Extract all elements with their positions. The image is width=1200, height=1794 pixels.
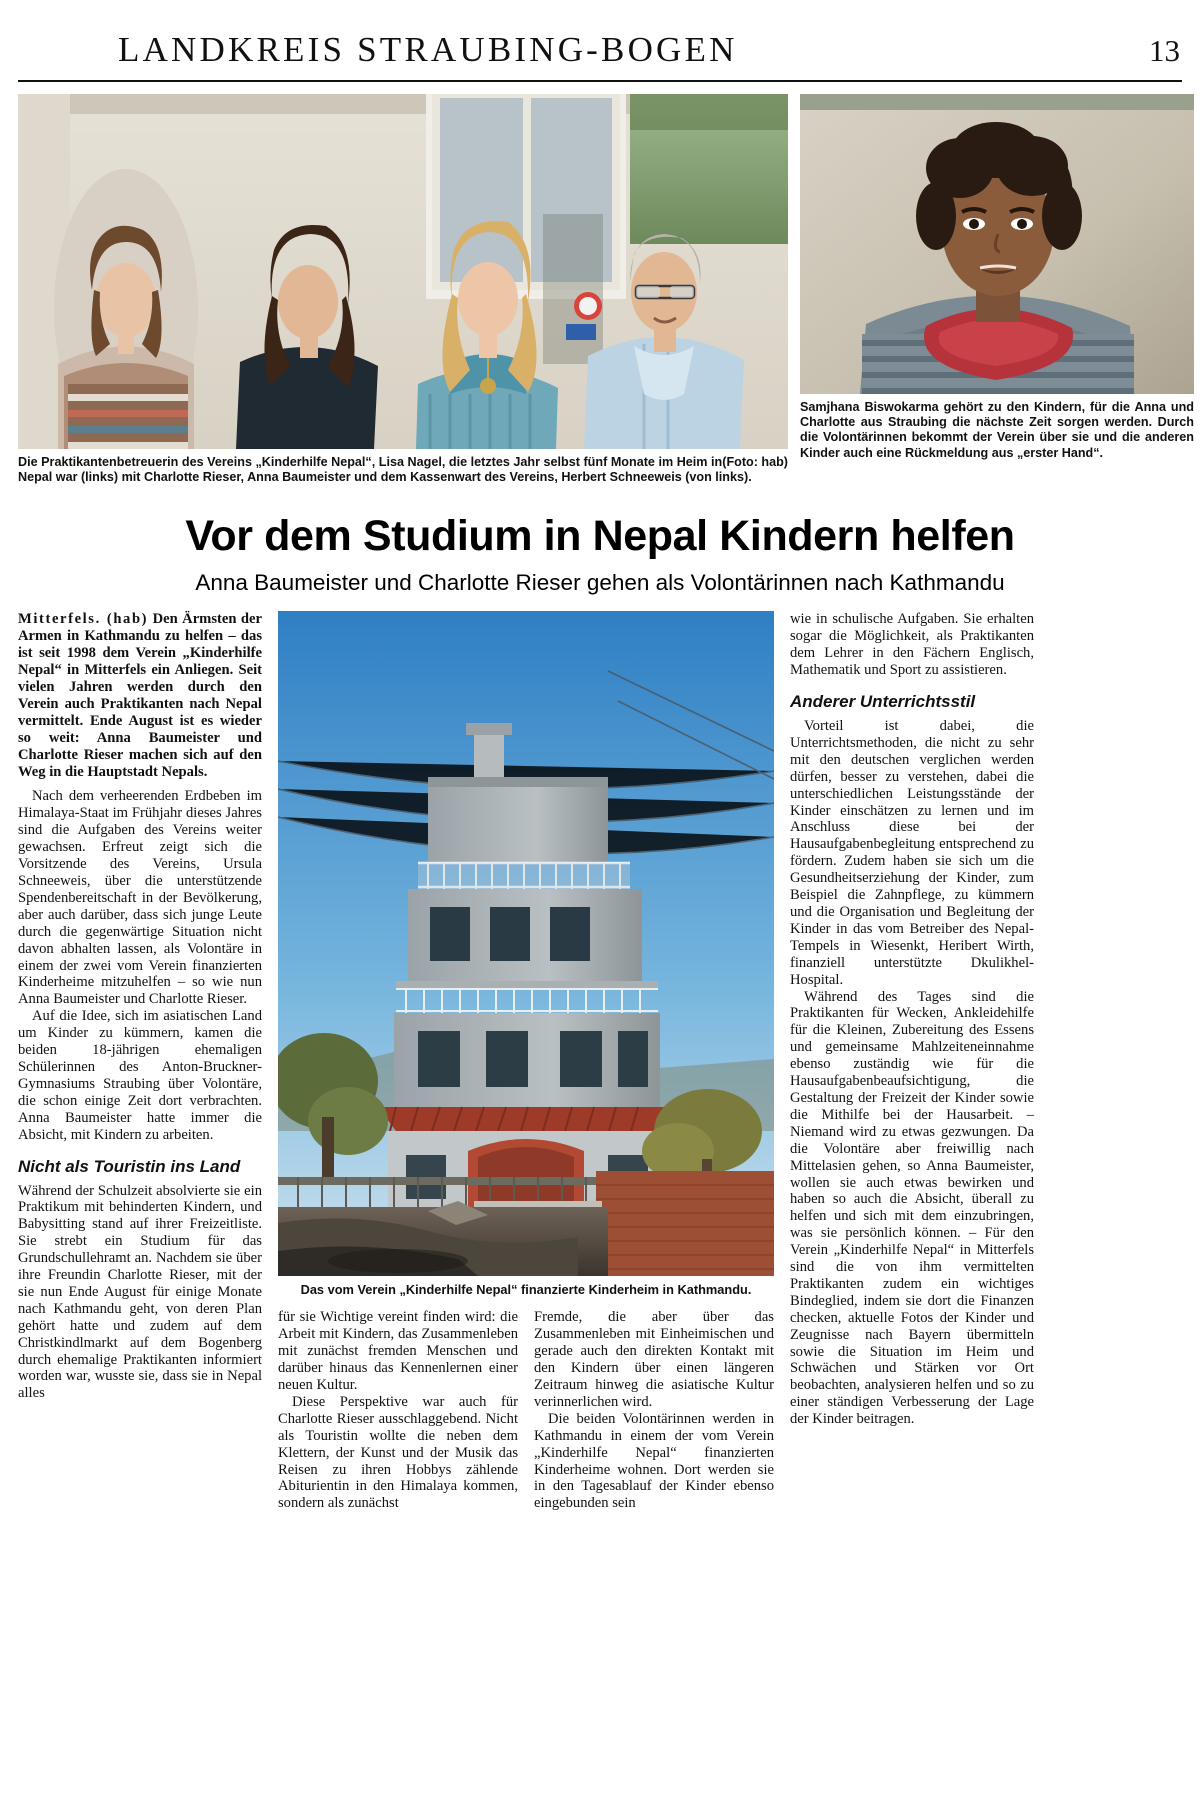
article-column-2 — [278, 611, 774, 1512]
paragraph: Vorteil ist dabei, die Unterrichtsmethoden, die nicht zu sehr mit den deutschen verglichen werden dürfen, besser zu verstehen, dabei die unterschiedlichen Leistungsstände der Kinder einschätzen zu lernen und im Anschluss diese bei der Hausaufgabenbegleitung entsprechend zu fördern. Zudem haben sie sich um die Gesundheitserziehung der Kinder, zum Beispiel die Zahnpflege, zu kümmern und die Organisation und Begleitung der Kinder in das vom Betreiber des Nepal-Tempels in Wiesenkt, Heribert Wirth, finanziell unterstützte Dkulikhel-Hospital. — [790, 718, 1034, 988]
group-photo-caption: (Foto: hab) Die Praktikantenbetreuerin des Vereins „Kinderhilfe Nepal“, Lisa Nagel, die letztes Jahr selbst fünf Monate im Heim in Nepal war (links) mit Charlotte Rieser, Anna Baumeister und dem Kassenwart des Vereins, Herbert Schneeweis (von links). — [18, 455, 788, 485]
top-photo-area — [18, 94, 1194, 485]
building-photo — [278, 611, 774, 1276]
section-subheading-1: Nicht als Touristin ins Land — [18, 1156, 241, 1176]
paragraph: für sie Wichtige vereint finden wird: die Arbeit mit Kindern, das Zusammenleben mit zunächst fremden Menschen und darüber hinaus das Kennenlernen einer neuen Kultur. — [278, 1309, 518, 1394]
section-subheading-2: Anderer Unterrichtsstil — [790, 692, 976, 712]
photo-credit: (Foto: hab) — [722, 455, 788, 469]
lead-text: Den Ärmsten der Armen in Kathmandu zu helfen – das ist seit 1998 dem Verein „Kinderhilfe Nepal“ in Mitterfels ein Anliegen. Seit vielen Jahren werden durch den Verein auch Praktikanten nach Nepal vermittelt. Ende August ist es wieder so weit: Anna Baumeister und Charlotte Rieser machen sich auf den Weg in die Hauptstadt Nepals. — [18, 611, 262, 780]
article-body — [18, 611, 1182, 1512]
dateline: Mitterfels. (hab) — [18, 611, 149, 628]
group-photo — [18, 94, 788, 449]
paragraph: wie in schulische Aufgaben. Sie erhalten sogar die Möglichkeit, als Praktikanten dem Lehrer in den Fächern Englisch, Mathematik und Sport zu assistieren. — [790, 611, 1034, 679]
page-title: LANDKREIS STRAUBING-BOGEN — [118, 30, 738, 69]
paragraph: Diese Perspektive war auch für Charlotte Rieser ausschlaggebend. Nicht als Touristin wollte die neben dem Klettern, der Kunst und der Musik das Reisen zu ihren Hobbys zählende Abiturientin in den Himalaya kommen, sondern als zunächst — [278, 1393, 518, 1512]
article-column-2b — [534, 1309, 774, 1512]
paragraph: Die beiden Volontärinnen werden in Kathmandu in einem der vom Verein „Kinderhilfe Nepal“ finanzierten Kinderheime wohnen. Dort werden sie in den Tagesablauf der Kinder ebenso eingebunden sein — [534, 1410, 774, 1512]
middle-subcolumns — [278, 1309, 774, 1512]
portrait-photo-caption: Samjhana Biswokarma gehört zu den Kindern, für die Anna und Charlotte aus Straubing die nächste Zeit sorgen werden. Durch die Volontärinnen bekommt der Verein über sie und die anderen Kinder auch eine Rückmeldung aus „erster Hand“. — [800, 400, 1194, 460]
paragraph: Während der Schulzeit absolvierte sie ein Praktikum mit behinderten Kindern, und Babysitting stand auf ihrer Freizeitliste. Sie strebt ein Studium für das Grundschullehramt an. Nachdem sie über ihre Freundin Charlotte Rieser, mit der sie nun Ende August für einige Monate nach Kathmandu geht, von deren Plan gehört hatte und zudem auf dem Christkindlmarkt auf dem Bogenberg durch ehemalige Praktikanten informiert worden war, wusste sie, dass sie in Nepal alles — [18, 1182, 262, 1402]
masthead — [18, 0, 1182, 82]
article-column-3 — [790, 611, 1034, 1512]
portrait-photo — [800, 94, 1194, 394]
building-photo-caption: Das vom Verein „Kinderhilfe Nepal“ finanzierte Kinderheim in Kathmandu. — [300, 1282, 752, 1298]
portrait-photo-block — [800, 94, 1194, 485]
group-photo-block — [18, 94, 788, 485]
paragraph: Auf die Idee, sich im asiatischen Land um Kinder zu kümmern, kamen die beiden 18-jährigen ehemaligen Schülerinnen des Anton-Bruckner-Gymnasiums Straubing über Volontäre, die schon einige Zeit dort verbrachten. Anna Baumeister hatte immer die Absicht, mit Kindern zu arbeiten. — [18, 1008, 262, 1143]
paragraph: Nach dem verheerenden Erdbeben im Himalaya-Staat im Frühjahr dieses Jahres sind die Aufgaben des Vereins weiter gewachsen. Erfreut zeigt sich die Vorsitzende des Vereins, Ursula Schneeweis, über die unterstützende Spendenbereitschaft in der Bevölkerung, aber auch darüber, dass sich junge Leute durch die gegenwärtige Situation nicht davon abhalten lassen, als Volontäre in einem der zwei vom Verein finanzierten Kinderheime mitzuhelfen – so wie nun Anna Baumeister und Charlotte Rieser. — [18, 788, 262, 1008]
article-column-1 — [18, 611, 262, 1512]
page-number: 13 — [1149, 33, 1180, 68]
paragraph: Fremde, die aber über das Zusammenleben mit Einheimischen und gerade auch den direkten Kontakt mit den Kindern über einen längeren Zeitraum hinweg die asiatische Kultur verinnerlichen wird. — [534, 1309, 774, 1410]
article-headline: Vor dem Studium in Nepal Kindern helfen — [185, 512, 1015, 561]
article-subhead: Anna Baumeister und Charlotte Rieser gehen als Volontärinnen nach Kathmandu — [195, 570, 1005, 596]
article-column-2a — [278, 1309, 518, 1512]
lead-paragraph — [18, 611, 262, 780]
paragraph: Während des Tages sind die Praktikanten für Wecken, Ankleidehilfe für die Kleinen, Zubereitung des Essens und gemeinsame Mahlzeiteneinnahme ebenso zuständig wie für die Hausaufgabenbeaufsichtigung, die Gestaltung der Freizeit der Kinder sowie die Mithilfe bei der Hausarbeit. – Niemand wird zu etwas gezwungen. Da die Volontäre aber freiwillig nach Mittelasien gehen, so Anna Baumeister, wollen sie auch etwas bewirken und haben so auch die Absicht, überall zu helfen und sich mit dem einzubringen, was sie persönlich können. – Für den Verein „Kinderhilfe Nepal“ in Mitterfels sind die von ihm vermittelten Praktikanten zudem ein wichtiges Bindeglied, indem sie dort die Finanzen checken, aktuelle Fotos der Kinder und Zeugnisse nach Bayern übermitteln sowie die Situation im Heim und Schwächen und Stärken vor Ort beobachten, analysieren helfen und so zu einer ständigen Verbesserung der Lage der Kinder beitragen. — [790, 988, 1034, 1428]
